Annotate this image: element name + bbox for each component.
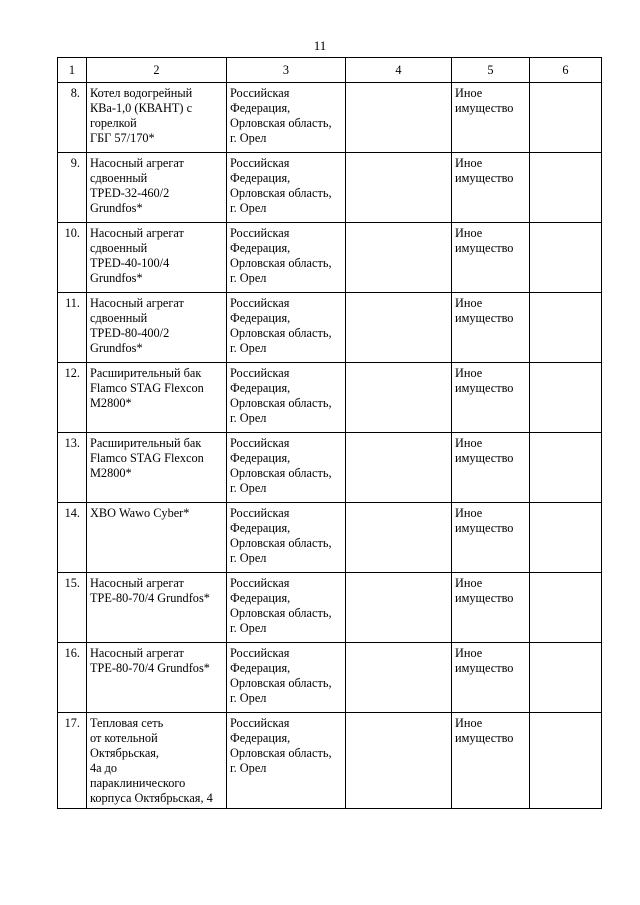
row-number-text: 16.: [64, 646, 80, 660]
column-header: 2: [87, 58, 227, 83]
row-number-text: 14.: [64, 506, 80, 520]
item-name-text: Расширительный бак Flamco STAG Flexcon M2800*: [90, 436, 204, 480]
item-location: [227, 503, 346, 573]
row-number-text: 12.: [64, 366, 80, 380]
column-6-cell: [530, 293, 602, 363]
property-type-text: Иное имущество: [455, 86, 514, 115]
column-4-cell: [346, 573, 452, 643]
item-location: [227, 433, 346, 503]
table-row: [58, 153, 602, 223]
item-name: [87, 363, 227, 433]
item-name: [87, 293, 227, 363]
item-location: [227, 363, 346, 433]
item-location-text: Российская Федерация, Орловская область, г. Орел: [230, 576, 332, 635]
row-number: [58, 573, 87, 643]
item-location-text: Российская Федерация, Орловская область, г. Орел: [230, 366, 332, 425]
item-name-text: Котел водогрейный КВа-1,0 (КВАНТ) с горелкой ГБГ 57/170*: [90, 86, 193, 145]
item-location: [227, 223, 346, 293]
item-name-text: Насосный агрегат TPE-80-70/4 Grundfos*: [90, 576, 210, 605]
item-name: [87, 573, 227, 643]
item-location-text: Российская Федерация, Орловская область, г. Орел: [230, 226, 332, 285]
item-name: [87, 433, 227, 503]
row-number-text: 17.: [64, 716, 80, 730]
property-type-text: Иное имущество: [455, 646, 514, 675]
item-location: [227, 643, 346, 713]
table-row: [58, 433, 602, 503]
property-type: [452, 293, 530, 363]
column-6-cell: [530, 573, 602, 643]
property-type-text: Иное имущество: [455, 226, 514, 255]
property-type-text: Иное имущество: [455, 506, 514, 535]
column-4-cell: [346, 223, 452, 293]
item-location: [227, 83, 346, 153]
column-4-cell: [346, 83, 452, 153]
property-type: [452, 503, 530, 573]
row-number-text: 11.: [65, 296, 80, 310]
column-6-cell: [530, 433, 602, 503]
item-name-text: Насосный агрегат сдвоенный TPED-80-400/2 Grundfos*: [90, 296, 184, 355]
item-location-text: Российская Федерация, Орловская область, г. Орел: [230, 296, 332, 355]
item-name-text: Насосный агрегат сдвоенный TPED-32-460/2 Grundfos*: [90, 156, 184, 215]
column-6-cell: [530, 153, 602, 223]
column-6-cell: [530, 503, 602, 573]
item-name: [87, 713, 227, 809]
item-location-text: Российская Федерация, Орловская область, г. Орел: [230, 716, 332, 775]
property-type: [452, 433, 530, 503]
row-number: [58, 363, 87, 433]
property-type: [452, 573, 530, 643]
table-row: [58, 503, 602, 573]
property-type-text: Иное имущество: [455, 576, 514, 605]
item-name-text: Тепловая сеть от котельной Октябрьская, 4а до параклинического корпуса Октябрьская, 4: [90, 716, 213, 805]
item-location: [227, 153, 346, 223]
property-type: [452, 223, 530, 293]
row-number-text: 13.: [64, 436, 80, 450]
property-type-text: Иное имущество: [455, 716, 514, 745]
property-type: [452, 643, 530, 713]
item-name-text: Насосный агрегат сдвоенный TPED-40-100/4 Grundfos*: [90, 226, 184, 285]
table-row: [58, 573, 602, 643]
column-4-cell: [346, 503, 452, 573]
table-body: [58, 83, 602, 809]
column-4-cell: [346, 363, 452, 433]
row-number-text: 8.: [70, 86, 80, 100]
row-number-text: 10.: [64, 226, 80, 240]
row-number: [58, 713, 87, 809]
item-name: [87, 153, 227, 223]
row-number: [58, 503, 87, 573]
column-4-cell: [346, 153, 452, 223]
property-type: [452, 713, 530, 809]
property-type: [452, 363, 530, 433]
item-location-text: Российская Федерация, Орловская область, г. Орел: [230, 646, 332, 705]
item-location: [227, 713, 346, 809]
table-row: [58, 363, 602, 433]
table-row: [58, 713, 602, 809]
row-number: [58, 643, 87, 713]
item-location-text: Российская Федерация, Орловская область, г. Орел: [230, 436, 332, 495]
item-location: [227, 573, 346, 643]
property-table: [57, 57, 602, 809]
item-name: [87, 223, 227, 293]
page-number: 11: [313, 38, 327, 53]
row-number: [58, 433, 87, 503]
item-name: [87, 83, 227, 153]
column-header: 6: [530, 58, 602, 83]
column-4-cell: [346, 433, 452, 503]
header-row: [58, 58, 602, 83]
column-header: 4: [346, 58, 452, 83]
item-location-text: Российская Федерация, Орловская область, г. Орел: [230, 506, 332, 565]
column-4-cell: [346, 643, 452, 713]
property-type-text: Иное имущество: [455, 366, 514, 395]
column-header: 5: [452, 58, 530, 83]
table-row: [58, 83, 602, 153]
property-type-text: Иное имущество: [455, 156, 514, 185]
row-number-text: 15.: [64, 576, 80, 590]
row-number: [58, 293, 87, 363]
item-location: [227, 293, 346, 363]
property-type-text: Иное имущество: [455, 296, 514, 325]
property-type: [452, 153, 530, 223]
item-name: [87, 643, 227, 713]
table-row: [58, 223, 602, 293]
column-6-cell: [530, 83, 602, 153]
column-header: 3: [227, 58, 346, 83]
column-6-cell: [530, 643, 602, 713]
table-row: [58, 293, 602, 363]
item-name: [87, 503, 227, 573]
item-location-text: Российская Федерация, Орловская область, г. Орел: [230, 86, 332, 145]
column-6-cell: [530, 713, 602, 809]
column-6-cell: [530, 223, 602, 293]
column-header: 1: [58, 58, 87, 83]
column-4-cell: [346, 713, 452, 809]
item-name-text: Насосный агрегат TPE-80-70/4 Grundfos*: [90, 646, 210, 675]
row-number: [58, 83, 87, 153]
property-type-text: Иное имущество: [455, 436, 514, 465]
item-location-text: Российская Федерация, Орловская область, г. Орел: [230, 156, 332, 215]
row-number: [58, 153, 87, 223]
property-type: [452, 83, 530, 153]
row-number: [58, 223, 87, 293]
column-4-cell: [346, 293, 452, 363]
item-name-text: ХВО Wawo Cyber*: [90, 506, 190, 520]
row-number-text: 9.: [70, 156, 80, 170]
table-row: [58, 643, 602, 713]
column-6-cell: [530, 363, 602, 433]
item-name-text: Расширительный бак Flamco STAG Flexcon M2800*: [90, 366, 204, 410]
